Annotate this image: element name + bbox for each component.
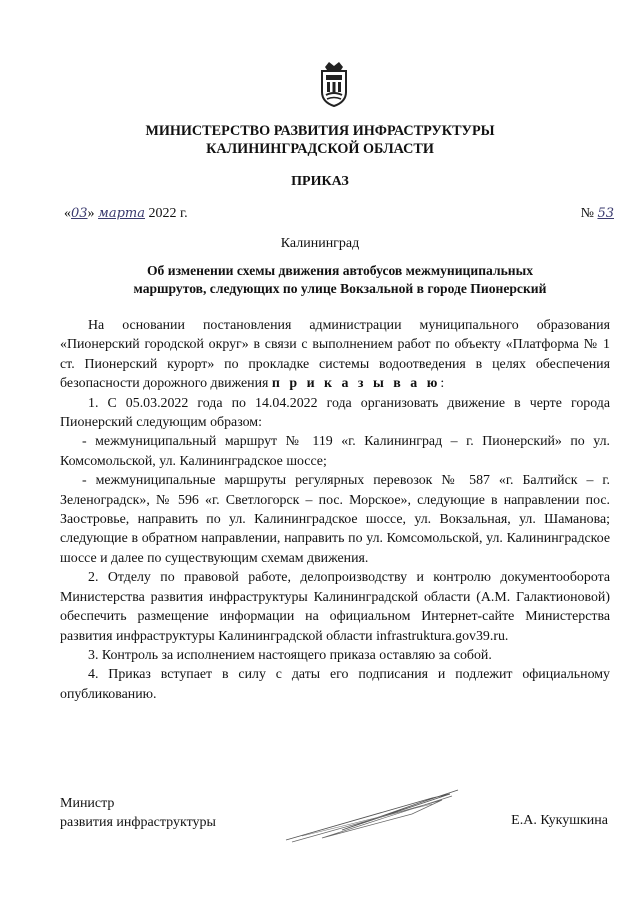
ministry-name — [60, 122, 580, 158]
handwritten-signature-icon — [282, 780, 462, 850]
signatory-name: Е.А. Кукушкина — [511, 813, 608, 828]
item-2: 2. Отделу по правовой работе, делопроизводству и контролю документооборота Министерства развития инфраструктуры Калининградской области (А.М. Галактионовой) обеспечить размещение информации на официальном Интернет-сайте Министерства развития инфраструктуры Калининградской области infrastruktura.gov39.ru. — [60, 570, 610, 644]
subject-line-2: маршрутов, следующих по улице Вокзальной в городе Пионерский — [133, 281, 547, 296]
ministry-line-2: КАЛИНИНГРАДСКОЙ ОБЛАСТИ — [206, 141, 434, 157]
number-value: 53 — [597, 206, 614, 221]
coat-of-arms-icon — [316, 58, 352, 108]
order-subject — [100, 262, 580, 298]
date-day: 03 — [71, 206, 88, 221]
item-4: 4. Приказ вступает в силу с даты его подписания и подлежит официальному опубликованию. — [60, 667, 610, 702]
order-date — [64, 206, 188, 222]
preamble-paragraph — [60, 316, 610, 394]
number-prefix: № — [580, 206, 598, 221]
date-open: « — [64, 206, 71, 221]
item-3: 3. Контроль за исполнением настоящего приказа оставляю за собой. — [88, 647, 492, 663]
date-year: 2022 г. — [144, 206, 188, 221]
item-1: 1. С 05.03.2022 года по 14.04.2022 года организовать движение в черте города Пионерский следующим образом: — [60, 395, 610, 431]
signatory-title-line-1: Министр — [60, 796, 115, 811]
order-word: п р и к а з ы в а ю — [271, 376, 441, 392]
item-1-routes-587-596: - межмуниципальные маршруты регулярных перевозок № 587 «г. Балтийск – г. Зеленоградск», № 596 «г. Светлогорск – пос. Морское», следующие в направлении пос. Заостровье, направить по ул. Калининградское шоссе, ул. Вокзальная, ул. Шаманова; следующие в обратном направлении, направить по ул. Комсомольской, ул. Калининградское шоссе и далее по существующим схемам движения. — [60, 473, 610, 566]
date-month: марта — [98, 206, 145, 221]
document-type: ПРИКАЗ — [291, 174, 349, 189]
order-colon: : — [440, 376, 445, 392]
order-body — [60, 316, 610, 704]
city: Калининград — [280, 236, 360, 251]
signatory-title — [60, 794, 216, 832]
signatory-title-line-2: развития инфраструктуры — [60, 815, 216, 830]
order-number — [581, 206, 614, 222]
preamble-text: На основании постановления администрации муниципального образования «Пионерский городской округ» в связи с выполнением работ по объекту «Платформа № 1 ст. Пионерский курорт» по прокладке системы водоотведения в целях обеспечения безопасности дорожного движения — [60, 318, 610, 392]
subject-line-1: Об изменении схемы движения автобусов межмуниципальных — [146, 263, 534, 278]
ministry-line-1: МИНИСТЕРСТВО РАЗВИТИЯ ИНФРАСТРУКТУРЫ — [145, 123, 495, 139]
item-1-route-119: - межмуниципальный маршрут № 119 «г. Калининград – г. Пионерский» по ул. Комсомольской, ул. Калининградское шоссе; — [60, 434, 610, 469]
date-mid: » — [87, 206, 99, 221]
